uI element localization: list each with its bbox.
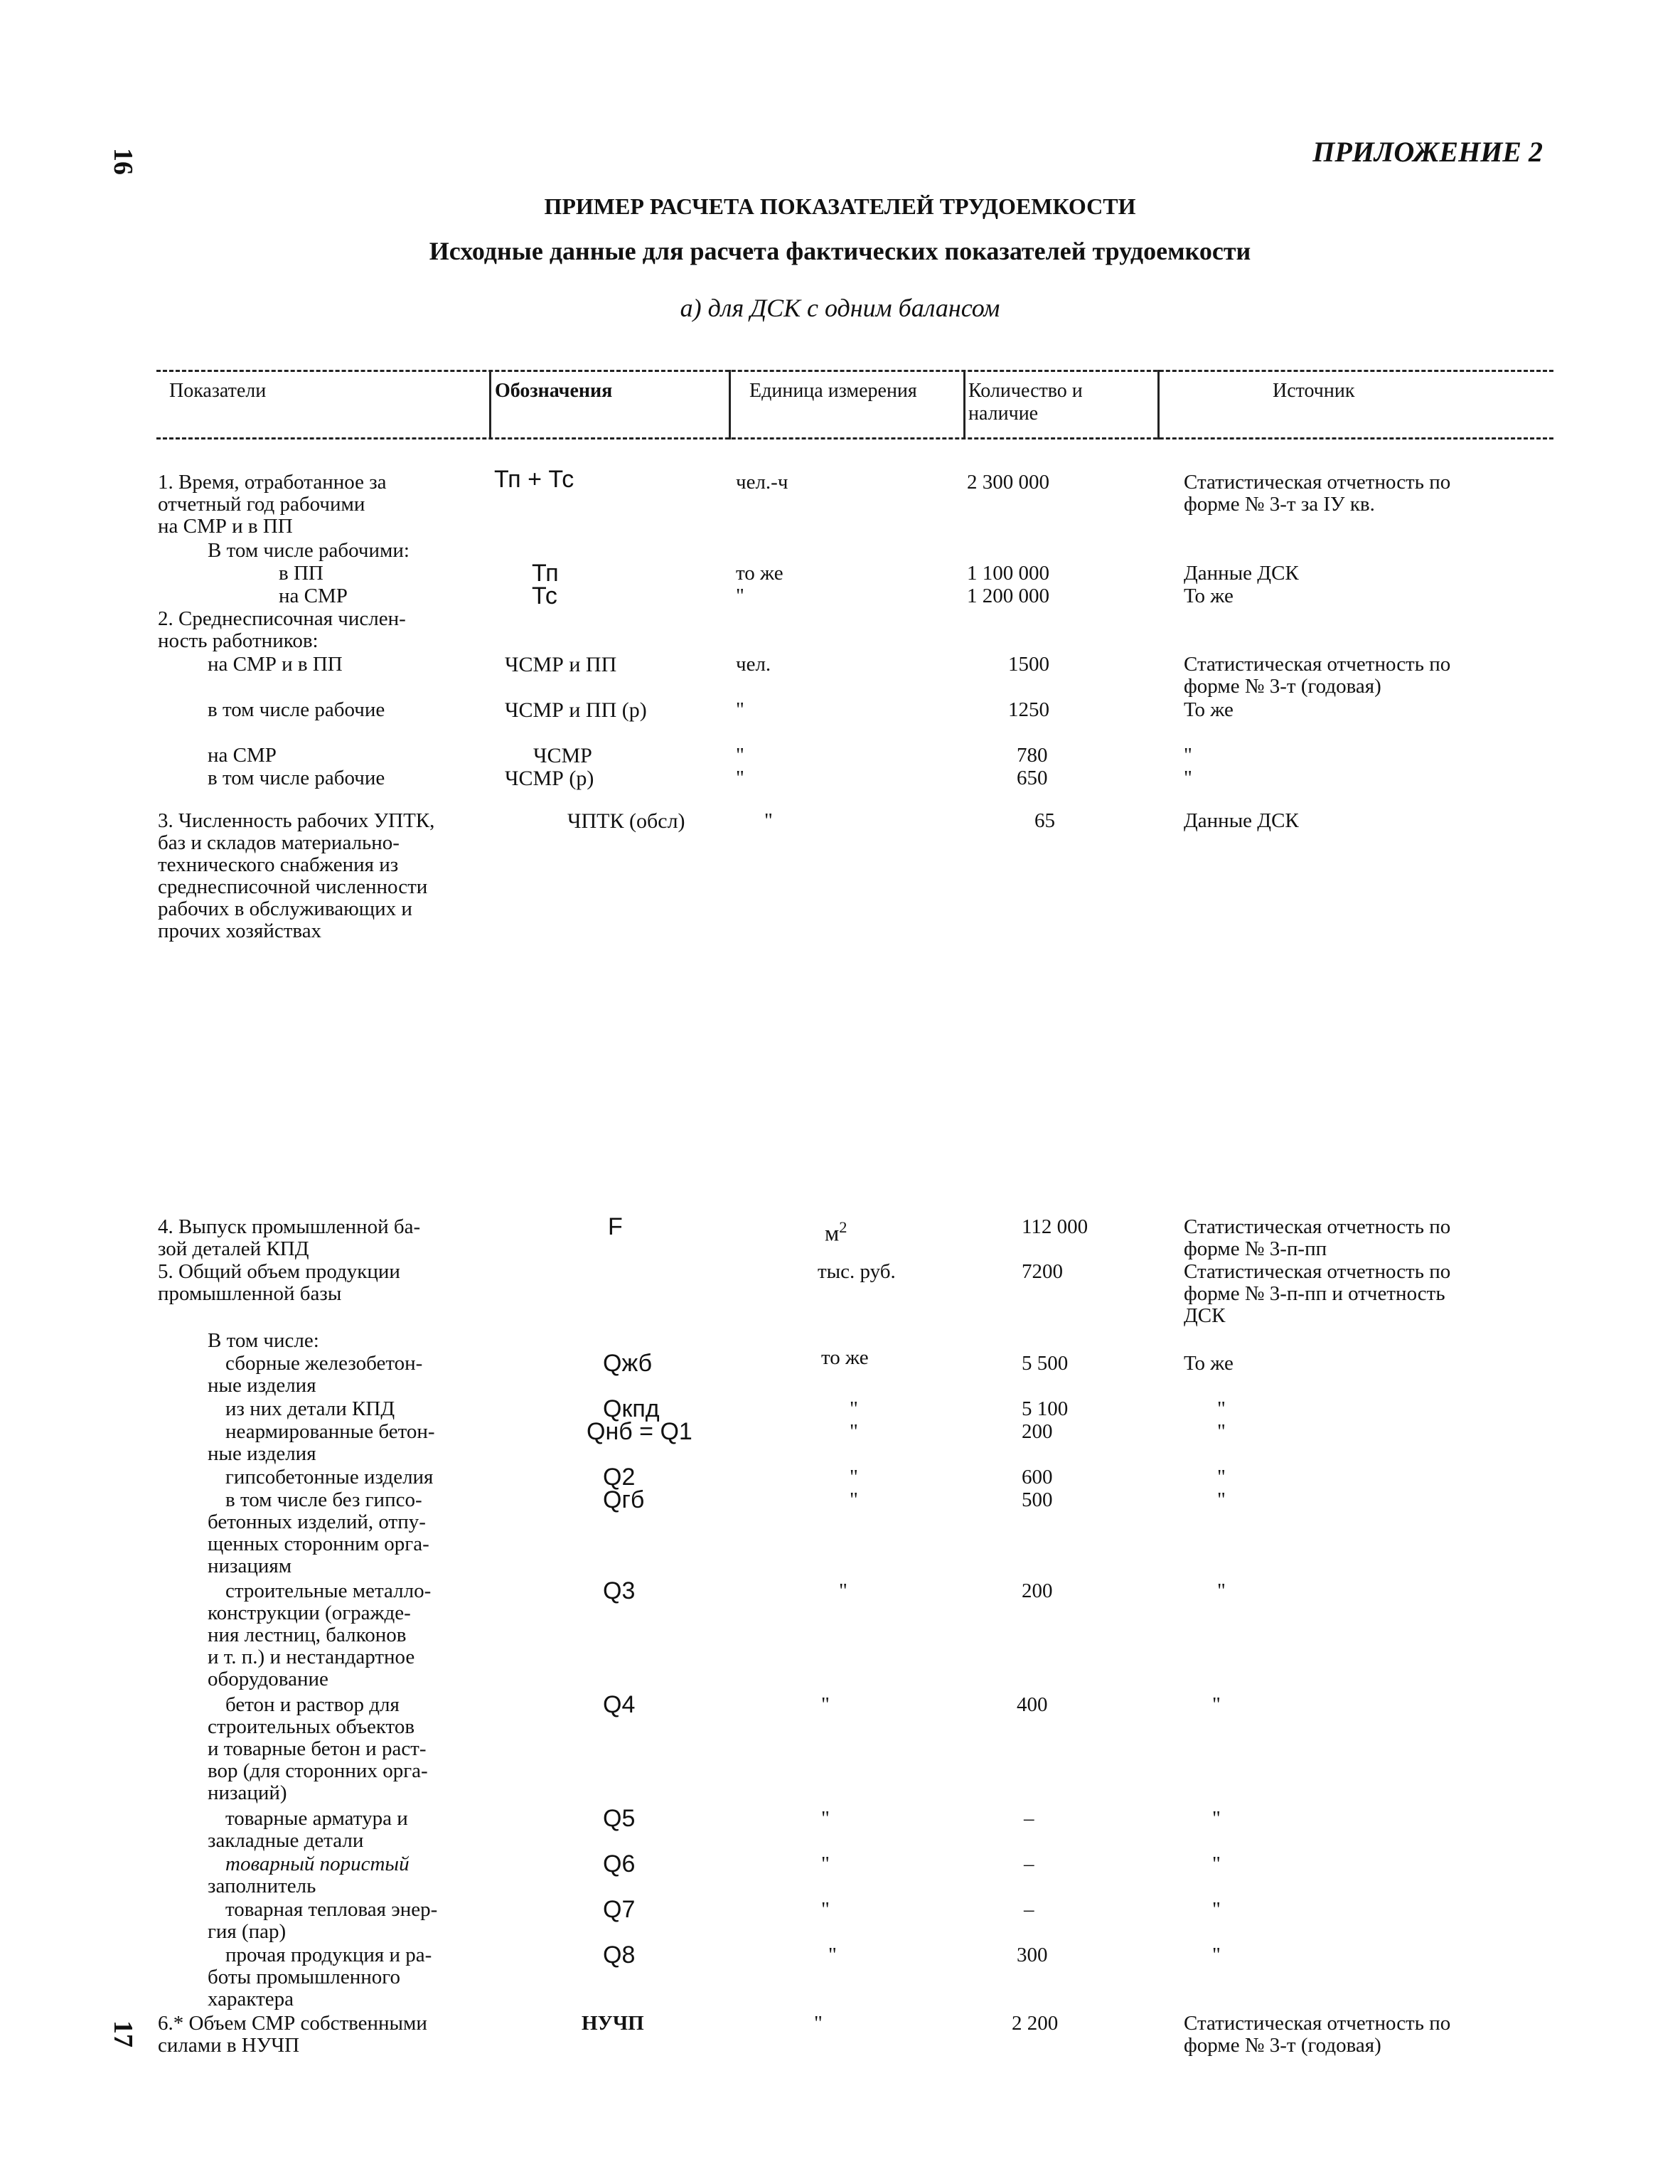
row-source: То же bbox=[1184, 585, 1234, 607]
row-quantity: 65 bbox=[1034, 809, 1055, 832]
header-designations: Обозначения bbox=[495, 380, 613, 402]
row-symbol: Qнб = Q1 bbox=[587, 1418, 692, 1445]
row-source: Статистическая отчетность по форме № 3-т за IУ кв. bbox=[1184, 471, 1451, 516]
row-source: " bbox=[1212, 1807, 1221, 1830]
row-quantity: 5 500 bbox=[1022, 1352, 1069, 1375]
header-indicators: Показатели bbox=[169, 380, 267, 402]
row-label: строительные металло- конструкции (огражде- ния лестниц, балконов и т. п.) и нестандартное оборудование bbox=[208, 1580, 432, 1690]
row-quantity: 1 100 000 bbox=[967, 562, 1049, 585]
row-symbol: Q3 bbox=[603, 1577, 636, 1604]
row-source: " bbox=[1184, 767, 1192, 789]
page-number-bottom: 17 bbox=[108, 2020, 138, 2047]
row-source: " bbox=[1217, 1488, 1226, 1511]
row-label: прочая продукция и ра- боты промышленного характера bbox=[208, 1944, 432, 2010]
row-quantity: – bbox=[1024, 1853, 1034, 1875]
row-source: " bbox=[1217, 1397, 1226, 1420]
row-quantity: 7200 bbox=[1022, 1260, 1063, 1283]
row-source: Статистическая отчетность по форме № 3-т (годовая) bbox=[1184, 2012, 1451, 2057]
row-label: товарная тепловая энер- гия (пар) bbox=[208, 1898, 438, 1943]
row-unit: " bbox=[850, 1488, 858, 1511]
row-unit: " bbox=[850, 1466, 858, 1488]
header-source: Источник bbox=[1273, 380, 1355, 402]
row-source: " bbox=[1217, 1580, 1226, 1602]
row-source: " bbox=[1184, 744, 1192, 767]
row-unit: " bbox=[850, 1420, 858, 1443]
column-divider bbox=[489, 370, 491, 440]
column-divider bbox=[963, 370, 965, 440]
row-symbol: Qгб bbox=[603, 1486, 645, 1513]
row-unit: " bbox=[821, 1853, 830, 1875]
row-source: " bbox=[1212, 1853, 1221, 1875]
row-quantity: 1 200 000 bbox=[967, 585, 1049, 607]
row-unit: чел.-ч bbox=[736, 471, 788, 494]
row-unit: " bbox=[850, 1397, 858, 1420]
row-label: в том числе без гипсо- бетонных изделий, отпу- щенных сторонним орга- низациям bbox=[208, 1488, 429, 1577]
row-quantity: 2 300 000 bbox=[967, 471, 1049, 494]
row-unit: " bbox=[736, 585, 744, 607]
row-symbol: ЧСМР (р) bbox=[505, 767, 594, 790]
row-quantity: 200 bbox=[1022, 1420, 1053, 1443]
row-label: В том числе: bbox=[208, 1329, 319, 1352]
page-variant: а) для ДСК с одним балансом bbox=[680, 294, 1000, 322]
row-unit: " bbox=[839, 1580, 847, 1602]
row-unit: " bbox=[821, 1693, 830, 1716]
row-unit: " bbox=[736, 767, 744, 789]
row-label: на СМР bbox=[279, 585, 348, 607]
row-label: на СМР bbox=[208, 744, 277, 767]
row-label: сборные железобетон- ные изделия bbox=[208, 1352, 423, 1397]
row-source: Статистическая отчетность по форме № 3-п-пп и отчетность ДСК bbox=[1184, 1260, 1451, 1327]
row-symbol: Q6 bbox=[603, 1850, 636, 1877]
row-symbol: Qкпд bbox=[603, 1395, 660, 1422]
row-quantity: 400 bbox=[1017, 1693, 1048, 1716]
row-source: Статистическая отчетность по форме № 3-п-пп bbox=[1184, 1215, 1451, 1260]
row-symbol: Q5 bbox=[603, 1805, 636, 1832]
header-unit: Единица измерения bbox=[749, 380, 917, 402]
row-symbol: ЧСМР и ПП bbox=[505, 653, 617, 676]
row-symbol: F bbox=[608, 1213, 623, 1240]
row-symbol: Qжб bbox=[603, 1350, 653, 1377]
row-quantity: 2 200 bbox=[1012, 2012, 1059, 2035]
row-label: В том числе рабочими: bbox=[208, 539, 410, 562]
row-unit: тыс. руб. bbox=[818, 1260, 896, 1283]
row-unit: " bbox=[736, 698, 744, 721]
row-unit: " bbox=[821, 1807, 830, 1830]
page-subtitle: Исходные данные для расчета фактических показателей трудоемкости bbox=[429, 237, 1251, 265]
row-symbol: Q8 bbox=[603, 1941, 636, 1969]
row-source: То же bbox=[1184, 698, 1234, 721]
row-label: 6.* Объем СМР собственными силами в НУЧП bbox=[158, 2012, 427, 2057]
row-source: " bbox=[1212, 1693, 1221, 1716]
row-label: 3. Численность рабочих УПТК, баз и складов материально- технического снабжения из среднесписочной численности рабочих в обслуживающих и прочих хозяйствах bbox=[158, 809, 435, 942]
page-title: ПРИМЕР РАСЧЕТА ПОКАЗАТЕЛЕЙ ТРУДОЕМКОСТИ bbox=[544, 193, 1136, 219]
row-source: Данные ДСК bbox=[1184, 809, 1299, 832]
row-quantity: 112 000 bbox=[1022, 1215, 1088, 1238]
header-quantity: Количество и наличие bbox=[968, 380, 1083, 425]
row-unit: " bbox=[736, 744, 744, 767]
row-quantity: 300 bbox=[1017, 1944, 1048, 1966]
row-quantity: – bbox=[1024, 1807, 1034, 1830]
column-divider bbox=[1157, 370, 1160, 440]
row-label: гипсобетонные изделия bbox=[225, 1466, 434, 1488]
row-label: в том числе рабочие bbox=[208, 767, 385, 789]
column-divider bbox=[729, 370, 731, 440]
appendix-label: ПРИЛОЖЕНИЕ 2 bbox=[1312, 136, 1543, 168]
row-source: " bbox=[1212, 1898, 1221, 1921]
row-quantity: 780 bbox=[1017, 744, 1048, 767]
row-source: " bbox=[1212, 1944, 1221, 1966]
row-symbol: Тс bbox=[532, 582, 557, 609]
row-quantity: – bbox=[1024, 1898, 1034, 1921]
row-quantity: 600 bbox=[1022, 1466, 1053, 1488]
row-label: 1. Время, отработанное за отчетный год рабочими на СМР и в ПП bbox=[158, 471, 387, 538]
row-label: неармированные бетон- ные изделия bbox=[208, 1420, 435, 1465]
row-symbol: Q4 bbox=[603, 1691, 636, 1718]
row-label: бетон и раствор для строительных объектов и товарные бетон и раст- вор (для сторонних орга- низаций) bbox=[208, 1693, 428, 1804]
row-symbol: ЧСМР bbox=[533, 744, 592, 767]
row-unit: " bbox=[764, 809, 773, 832]
row-quantity: 500 bbox=[1022, 1488, 1053, 1511]
row-unit: $м^2$ bbox=[825, 1218, 847, 1246]
row-symbol: Тп + Тс bbox=[494, 466, 574, 493]
row-symbol: НУЧП bbox=[582, 2012, 644, 2035]
row-symbol: Q7 bbox=[603, 1896, 636, 1923]
row-symbol: ЧСМР и ПП (р) bbox=[505, 698, 647, 722]
row-label: 4. Выпуск промышленной ба- зой деталей КПД bbox=[158, 1215, 421, 1260]
row-unit: то же bbox=[821, 1346, 869, 1369]
page-number-top: 16 bbox=[108, 148, 138, 175]
row-symbol: Тп bbox=[532, 560, 559, 587]
row-label: товарный пористый заполнитель bbox=[208, 1853, 410, 1897]
row-symbol: ЧПТК (обсл) bbox=[567, 809, 685, 833]
row-label: товарные арматура и закладные детали bbox=[208, 1807, 408, 1852]
row-unit: то же bbox=[736, 562, 783, 585]
row-unit: " bbox=[821, 1898, 830, 1921]
row-quantity: 1500 bbox=[1008, 653, 1049, 676]
row-label: из них детали КПД bbox=[225, 1397, 395, 1420]
row-quantity: 200 bbox=[1022, 1580, 1053, 1602]
row-unit: " bbox=[814, 2012, 823, 2035]
row-source: " bbox=[1217, 1420, 1226, 1443]
header-bottom-rule bbox=[156, 437, 1553, 440]
row-source: То же bbox=[1184, 1352, 1234, 1375]
row-quantity: 5 100 bbox=[1022, 1397, 1069, 1420]
row-label: на СМР и в ПП bbox=[208, 653, 343, 676]
row-label: в том числе рабочие bbox=[208, 698, 385, 721]
row-label: в ПП bbox=[279, 562, 323, 585]
row-source: " bbox=[1217, 1466, 1226, 1488]
row-unit: " bbox=[828, 1944, 837, 1966]
row-quantity: 650 bbox=[1017, 767, 1048, 789]
row-source: Статистическая отчетность по форме № 3-т (годовая) bbox=[1184, 653, 1451, 698]
row-label: 2. Среднесписочная числен- ность работников: bbox=[158, 607, 406, 652]
row-label: 5. Общий объем продукции промышленной базы bbox=[158, 1260, 400, 1305]
row-unit: чел. bbox=[736, 653, 771, 676]
row-quantity: 1250 bbox=[1008, 698, 1049, 721]
row-symbol: Q2 bbox=[603, 1464, 636, 1491]
header-top-rule bbox=[156, 370, 1553, 372]
row-source: Данные ДСК bbox=[1184, 562, 1299, 585]
